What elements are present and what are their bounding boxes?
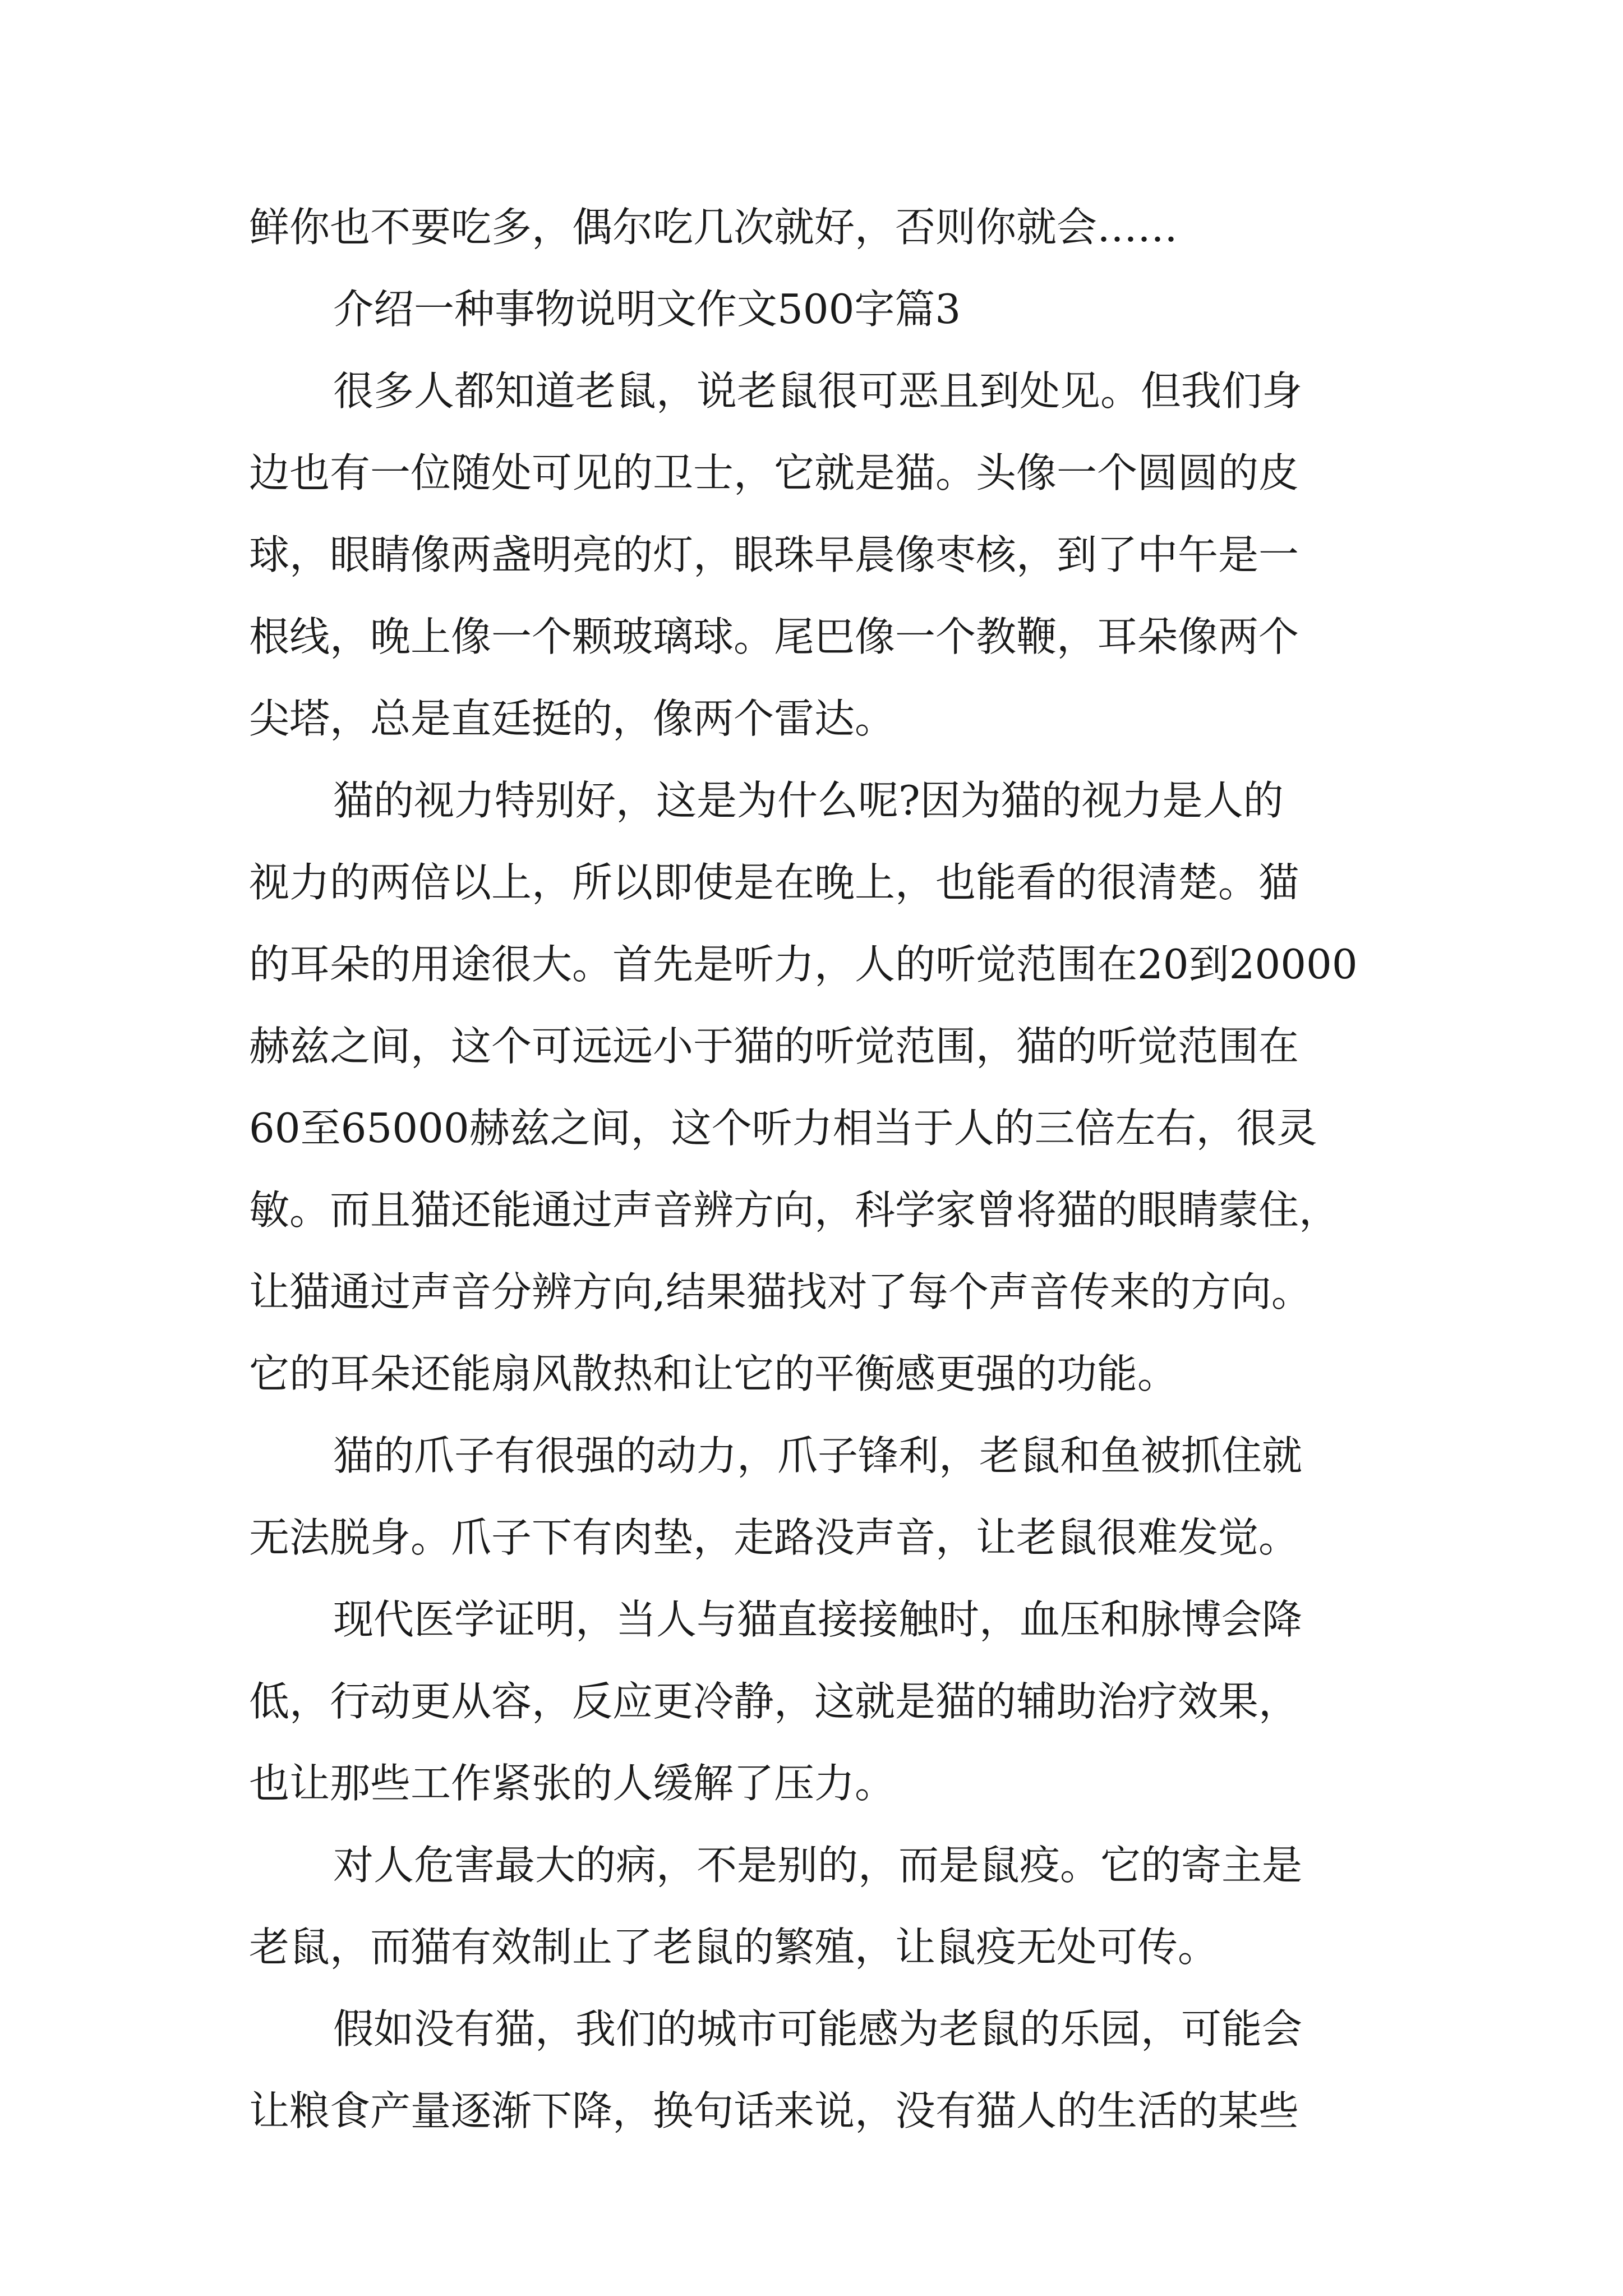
section-heading: 介绍一种事物说明文作文500字篇3 <box>333 286 961 333</box>
text-line: 让猫通过声音分辨方向,结果猫找对了每个声音传来的方向。 <box>249 1268 1312 1315</box>
text-line: 假如没有猫，我们的城市可能感为老鼠的乐园，可能会 <box>333 2005 1303 2053</box>
text-line: 根线，晚上像一个颗玻璃球。尾巴像一个教鞭，耳朵像两个 <box>249 613 1299 660</box>
text-line: 无法脱身。爪子下有肉垫，走路没声音，让老鼠很难发觉。 <box>249 1514 1299 1561</box>
text-line: 边也有一位随处可见的卫士，它就是猫。头像一个圆圆的皮 <box>249 449 1299 496</box>
text-line: 它的耳朵还能扇风散热和让它的平衡感更强的功能。 <box>249 1350 1178 1397</box>
text-line: 现代医学证明，当人与猫直接接触时，血压和脉博会降 <box>333 1596 1303 1643</box>
text-line: 老鼠，而猫有效制止了老鼠的繁殖，让鼠疫无处可传。 <box>249 1924 1219 1971</box>
text-line: 球，眼睛像两盏明亮的灯，眼珠早晨像枣核，到了中午是一 <box>249 531 1299 578</box>
text-line: 对人危害最大的病，不是别的，而是鼠疫。它的寄主是 <box>333 1842 1303 1889</box>
text-line: 猫的视力特别好，这是为什么呢?因为猫的视力是人的 <box>333 777 1284 824</box>
text-line: 鲜你也不要吃多，偶尔吃几次就好，否则你就会…… <box>249 204 1178 251</box>
text-line: 敏。而且猫还能通过声音辨方向，科学家曾将猫的眼睛蒙住， <box>249 1186 1340 1234</box>
text-line: 猫的爪子有很强的动力，爪子锋利，老鼠和鱼被抓住就 <box>333 1432 1303 1479</box>
document-body <box>249 186 1387 2152</box>
text-line: 让粮食产量逐渐下降，换句话来说，没有猫人的生活的某些 <box>249 2087 1299 2134</box>
text-line: 视力的两倍以上，所以即使是在晚上，也能看的很清楚。猫 <box>249 859 1299 906</box>
text-line: 赫兹之间，这个可远远小于猫的听觉范围，猫的听觉范围在 <box>249 1023 1299 1070</box>
text-line: 60至65000赫兹之间，这个听力相当于人的三倍左右，很灵 <box>249 1105 1317 1152</box>
text-line: 也让那些工作紧张的人缓解了压力。 <box>249 1760 896 1807</box>
text-line: 的耳朵的用途很大。首先是听力，人的听觉范围在20到20000 <box>249 941 1358 988</box>
text-line: 低，行动更从容，反应更冷静，这就是猫的辅助治疗效果， <box>249 1678 1299 1725</box>
text-line: 尖塔，总是直廷挺的，像两个雷达。 <box>249 695 896 742</box>
text-line: 很多人都知道老鼠，说老鼠很可恶且到处见。但我们身 <box>333 367 1303 415</box>
